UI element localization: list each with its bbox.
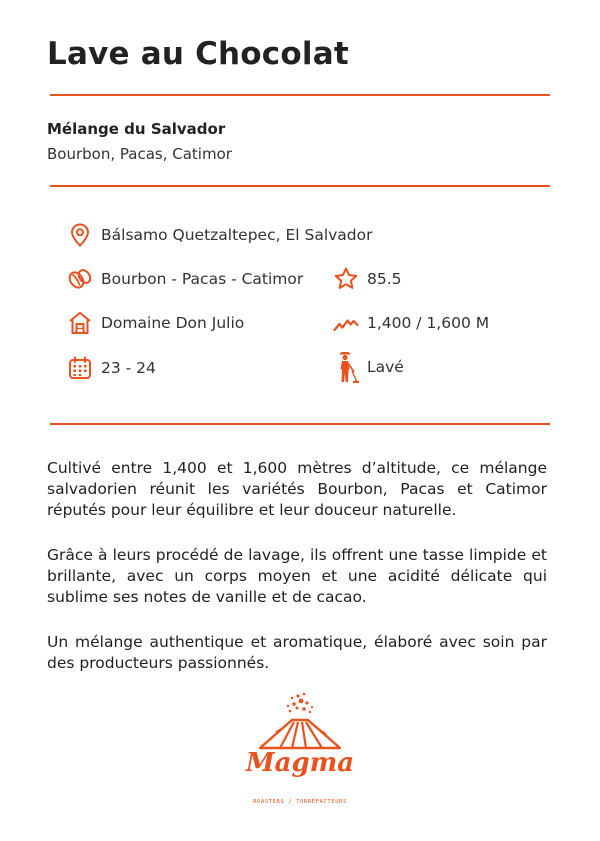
description-paragraph: Grâce à leurs procédé de lavage, ils offrent une tasse limpide et brillante, avec un corps moyen et une acidité délicate qui sublime ses notes de vanille et de cacao. <box>47 546 547 606</box>
page-title: Lave au Chocolat <box>47 36 349 72</box>
process-row <box>333 349 404 385</box>
farm-row <box>67 310 244 336</box>
harvest-row <box>67 355 156 381</box>
description-paragraph: Un mélange authentique et aromatique, élaboré avec soin par des producteurs passionnés. <box>47 633 547 672</box>
altitude-row <box>333 310 489 336</box>
description-paragraph: Cultivé entre 1,400 et 1,600 mètres d’altitude, ce mélange salvadorien réunit les variétés Bourbon, Pacas et Catimor réputés pour leur équilibre et leur douceur naturelle. <box>47 459 547 519</box>
divider <box>50 185 550 187</box>
varietal-row <box>67 266 303 292</box>
score-value: 85.5 <box>367 270 402 288</box>
calendar-icon <box>67 355 93 381</box>
altitude-value: 1,400 / 1,600 M <box>367 314 490 332</box>
location-pin-icon <box>67 222 93 248</box>
star-icon <box>333 266 359 292</box>
brand-logo <box>240 688 360 818</box>
origin-value: Bálsamo Quetzaltepec, El Salvador <box>101 226 373 244</box>
varietal-value: Bourbon - Pacas - Catimor <box>101 270 304 288</box>
mountain-altitude-icon <box>333 310 359 336</box>
farm-value: Domaine Don Julio <box>101 314 245 332</box>
blend-varieties: Bourbon, Pacas, Catimor <box>47 145 232 163</box>
score-row <box>333 266 402 292</box>
origin-row <box>67 222 373 248</box>
harvest-value: 23 - 24 <box>101 359 156 377</box>
divider <box>50 94 550 96</box>
divider <box>50 423 550 425</box>
blend-name: Mélange du Salvador <box>47 120 226 138</box>
brand-name: Magma <box>245 748 355 778</box>
farmer-washing-icon <box>333 349 359 385</box>
process-value: Lavé <box>367 358 404 376</box>
coffee-bean-icon <box>67 266 93 292</box>
brand-tagline: ROASTERS / TORRÉFACTEURS <box>253 799 347 805</box>
farmhouse-icon <box>67 310 93 336</box>
